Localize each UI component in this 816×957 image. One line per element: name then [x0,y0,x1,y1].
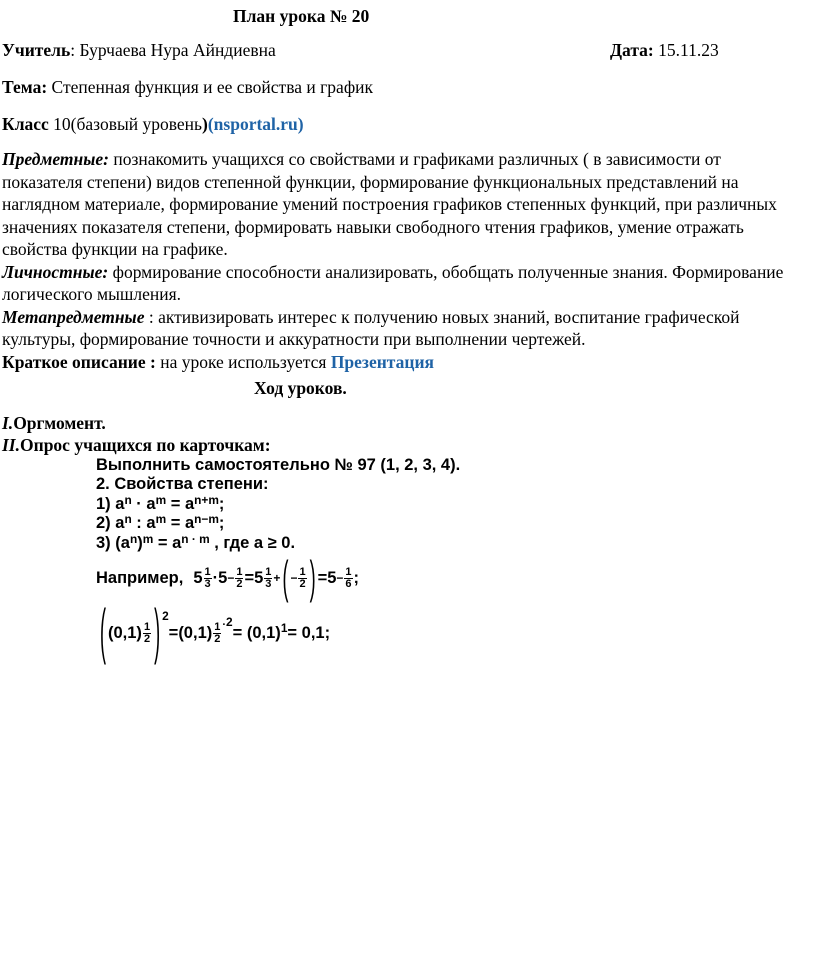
step-1 [2,412,106,434]
step-2 [2,434,271,456]
ex2-result: = 0,1; [287,623,331,642]
prop-3-cond: , где a ≥ 0. [209,534,296,552]
ex2-outer-exp: 2 [162,609,169,624]
subject-goals [2,148,792,261]
ex2-tail: = (0,1) [232,623,281,642]
meta-text: : активизировать интерес к получению новых знаний, воспитание графической культуры, формирование точности и аккуратности при выполнении чертежей. [2,306,740,349]
card-prop-3: 3) $(a^n)^m = a^{n \cdot m}$ , где a ≥ 0. [96,531,296,552]
class-label: Класс [2,114,49,134]
prop-3-a2: a [172,534,182,552]
prop-1-num: 1) [96,495,116,513]
subject-text: познакомить учащихся со свойствами и графиками различных ( в зависимости от показателя степени) видов степенной функции, формирование функциональных представлений на наглядном материале, формирование умений построения графиков степенных функций, при различных значениях показателя степени, формировать навыки свободного чтения графиков, умение отражать свойства функции на графике. [2,149,777,259]
card-props-title: 2. Свойства степени: [96,475,269,493]
card-prop-2 [96,511,225,533]
class-paren: ) [202,114,208,134]
ex1-minus-2: − [290,571,298,585]
prop-2-exp-n: n [124,511,132,526]
ex1-base-4: 5 [327,568,337,587]
card-example-2 [98,597,331,666]
prop-2-exp-diff: n−m [194,511,219,526]
prop-2-eq: = [166,514,185,532]
prop-1-a2: a [146,495,156,513]
prop-1-op: · [131,495,147,513]
date-line [610,39,719,61]
ex1-exp-4: $\frac{1}{2}$ [299,565,306,590]
prop-3-exp-m: m [142,531,154,546]
prop-3-exp-n: n [129,531,138,546]
ex1-eq-1: = [244,568,255,587]
prop-2-a2: a [146,514,156,532]
class-line [2,113,304,135]
ex1-lparen: ( [282,550,289,603]
ex1-base-3: 5 [254,568,264,587]
prop-2-a1: a [115,514,125,532]
ex1-plus: + [273,571,281,585]
prop-2-num: 2) [96,514,116,532]
ex1-minus-1: − [227,571,235,585]
card-example-1 [96,550,360,603]
prop-2-exp-m: m [155,511,167,526]
ex2-base-1: (0,1) [108,623,142,642]
teacher-name: : Бурчаева Нура Айндиевна [70,40,276,60]
prop-3-num: 3) [96,534,116,552]
ex1-exp-2: $\frac{1}{2}$ [236,565,243,590]
class-value: 10(базовый уровень [48,114,203,134]
ex1-rparen: ) [309,550,316,603]
teacher-label: Учитель [2,40,71,60]
ex2-exp-one: 1 [280,620,288,635]
example-label: Например, [96,568,184,587]
ex2-exp-2b: 2 [226,615,233,630]
date-value: 15.11.23 [653,40,719,60]
page-title: План урока № 20 [233,6,370,26]
prop-1-exp-m: m [155,492,167,507]
ex2-exp-1: $\frac{1}{2}$ [143,620,151,645]
personal-text: формирование способности анализировать, обобщать полученные знания. Формирование логического мышления. [2,261,784,304]
summary-text: на уроке используется [155,351,331,372]
date-label: Дата: [610,40,654,60]
prop-1-exp-n: n [124,492,132,507]
ex1-minus-3: − [336,571,344,585]
ex1-semicolon: ; [353,568,360,587]
personal-goals [2,261,792,306]
topic-value: Степенная функция и ее свойства и график [47,77,374,97]
ex1-base-2: 5 [218,568,228,587]
step-2-text: Опрос учащихся по карточкам: [20,435,271,455]
prop-2-a3: a [184,514,195,532]
step-2-num: II. [2,435,20,455]
ex2-exp-2: $\frac{1}{2}$ [214,620,221,645]
prop-1-semicolon: ; [218,495,225,513]
prop-1-a1: a [115,495,125,513]
ex1-base-1: 5 [193,568,203,587]
summary-label: Краткое описание : [2,351,156,372]
subject-label: Предметные: [2,149,109,169]
presentation-link[interactable]: Презентация [330,351,435,372]
goals-section [2,148,792,373]
ex1-eq-2: = [317,568,328,587]
ex1-exp-3: $\frac{1}{3}$ [265,565,272,590]
ex1-exp-1: $\frac{1}{3}$ [204,565,211,590]
teacher-line [2,39,276,61]
prop-1-exp-sum: n+m [194,492,219,507]
prop-3-exp-prod: n · m [181,531,210,546]
ex2-lparen: ( [100,597,106,666]
personal-label: Личностные: [2,261,109,282]
topic-label: Тема: [2,77,48,97]
step-1-text: Оргмомент. [13,413,106,433]
prop-1-eq: = [166,495,185,513]
prop-1-a3: a [184,495,195,513]
prop-3-a1: a [120,534,130,552]
card-task: Выполнить самостоятельно № 97 (1, 2, 3, 4). [96,456,461,474]
ex2-eq-1: = [168,623,179,642]
topic-line [2,76,373,98]
prop-3-eq: = [153,534,173,552]
step-1-num: I. [2,413,14,433]
meta-label: Метапредметные [2,306,145,327]
prop-2-semicolon: ; [218,514,225,532]
ex1-dot: · [212,568,219,587]
meta-goals [2,306,792,351]
prop-2-op: : [131,514,147,532]
summary [2,351,792,374]
class-link[interactable]: (nsportal.ru) [207,114,304,134]
ex2-base-2: (0,1) [178,623,213,642]
ex1-exp-5: $\frac{1}{6}$ [345,565,352,590]
ex2-rparen: ) [154,597,161,666]
ex2-dot: · [222,619,227,632]
course-heading: Ход уроков. [254,378,347,398]
